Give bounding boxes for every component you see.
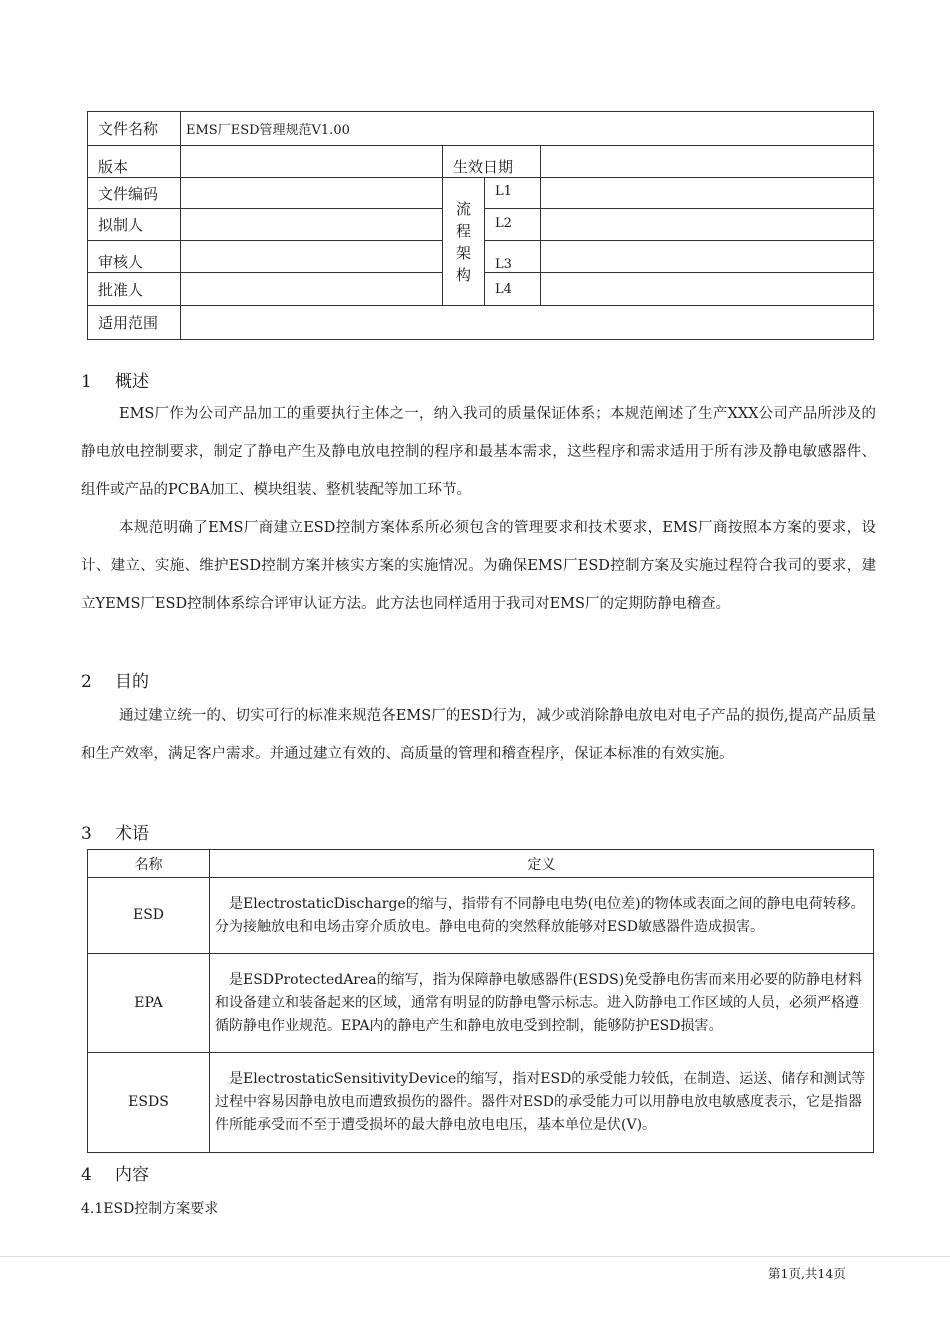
level-l1: L1 bbox=[485, 178, 541, 209]
level-l3: L3 bbox=[485, 241, 541, 273]
file-name-label: 文件名称 bbox=[88, 112, 181, 146]
drafter-label: 拟制人 bbox=[88, 209, 181, 241]
table-row bbox=[88, 878, 874, 954]
section-number: 4 bbox=[81, 1165, 92, 1185]
effective-date-label: 生效日期 bbox=[443, 146, 541, 178]
scope-label: 适用范围 bbox=[88, 306, 181, 340]
section-1-paragraph-2: 本规范明确了EMS厂商建立ESD控制方案体系所必须包含的管理要求和技术要求，EMS厂商按照本方案的要求，设计、建立、实施、维护ESD控制方案并核实方案的实施情况。为确保EMS厂ESD控制方案及实施过程符合我司的要求，建立YEMS厂ESD控制体系综合评审认证方法。此方法也同样适用于我司对EMS厂的定期防静电稽查。 bbox=[81, 520, 876, 612]
process-char: 流 bbox=[455, 199, 471, 218]
subsection-4-1-heading: 4.1ESD控制方案要求 bbox=[81, 1201, 219, 1217]
term-name: ESDS bbox=[88, 1053, 210, 1153]
version-value bbox=[181, 146, 443, 178]
table-row bbox=[88, 954, 874, 1053]
term-definition: 是ElectrostaticDischarge的缩与，指带有不同静电电势(电位差)的物体或表面之间的静电电荷转移。分为接触放电和电场击穿介质放电。静电电荷的突然释放能够对ESD敏感器件造成损害。 bbox=[210, 878, 874, 954]
effective-date-value bbox=[541, 146, 874, 178]
page-number: 第1页,共14页 bbox=[768, 1266, 846, 1281]
terms-header-name: 名称 bbox=[88, 850, 210, 878]
section-1-paragraph-1: EMS厂作为公司产品加工的重要执行主体之一，纳入我司的质量保证体系；本规范阐述了生产XXX公司产品所涉及的静电放电控制要求，制定了静电产生及静电放电控制的程序和最基本需求，这些程序和需求适用于所有涉及静电敏感器件、组件或产品的PCBA加工、模块组装、整机装配等加工环节。 bbox=[81, 406, 876, 498]
approver-value bbox=[181, 273, 443, 306]
process-architecture-label bbox=[443, 178, 485, 306]
section-number: 3 bbox=[81, 824, 92, 844]
file-name-value: EMS厂ESD管理规范V1.00 bbox=[181, 112, 874, 146]
section-1-heading bbox=[81, 367, 149, 392]
section-title: 目的 bbox=[115, 672, 149, 692]
reviewer-label: 审核人 bbox=[88, 241, 181, 273]
term-definition: 是ElectrostaticSensitivityDevice的缩写，指对ESD的承受能力较低，在制造、运送、储存和测试等过程中容易因静电放电而遭致损伤的器件。器件对ESD的承受能力可以用静电放电敏感度表示，它是指器件所能承受而不至于遭受损坏的最大静电放电电压，基本单位是伏(V)。 bbox=[210, 1053, 874, 1153]
section-number: 1 bbox=[81, 372, 92, 392]
scope-value bbox=[181, 306, 874, 340]
footer-divider bbox=[0, 1256, 950, 1257]
level-l4-value bbox=[541, 273, 874, 306]
section-title: 概述 bbox=[115, 372, 149, 392]
terms-header-definition: 定义 bbox=[210, 850, 874, 878]
section-4-heading bbox=[81, 1160, 149, 1185]
drafter-value bbox=[181, 209, 443, 241]
approver-label: 批准人 bbox=[88, 273, 181, 306]
terms-table bbox=[87, 849, 874, 1153]
level-l3-value bbox=[541, 241, 874, 273]
reviewer-value bbox=[181, 241, 443, 273]
level-l2-value bbox=[541, 209, 874, 241]
term-definition: 是ESDProtectedArea的缩写，指为保障静电敏感器件(ESDS)免受静电伤害而来用必要的防静电材料和设备建立和装备起来的区域，通常有明显的防静电警示标志。进入防静电工作区域的人员，必须严格遵循防静电作业规范。EPA内的静电产生和静电放电受到控制，能够防护ESD损害。 bbox=[210, 954, 874, 1053]
table-row bbox=[88, 1053, 874, 1153]
section-2-heading bbox=[81, 667, 149, 692]
section-3-heading bbox=[81, 819, 149, 844]
process-char: 架 bbox=[455, 243, 471, 262]
document-info-table bbox=[87, 111, 874, 340]
file-code-label: 文件编码 bbox=[88, 178, 181, 209]
section-title: 内容 bbox=[115, 1165, 149, 1185]
process-char: 构 bbox=[455, 265, 471, 284]
term-name: EPA bbox=[88, 954, 210, 1053]
level-l1-value bbox=[541, 178, 874, 209]
section-2-paragraph: 通过建立统一的、切实可行的标准来规范各EMS厂的ESD行为，减少或消除静电放电对电子产品的损伤,提高产品质量和生产效率，满足客户需求。并通过建立有效的、高质量的管理和稽查程序，保证本标准的有效实施。 bbox=[81, 708, 876, 762]
version-label: 版本 bbox=[88, 146, 181, 178]
section-number: 2 bbox=[81, 672, 92, 692]
level-l2: L2 bbox=[485, 209, 541, 241]
level-l4: L4 bbox=[485, 273, 541, 306]
process-char: 程 bbox=[455, 221, 471, 240]
file-code-value bbox=[181, 178, 443, 209]
section-title: 术语 bbox=[115, 824, 149, 844]
term-name: ESD bbox=[88, 878, 210, 954]
